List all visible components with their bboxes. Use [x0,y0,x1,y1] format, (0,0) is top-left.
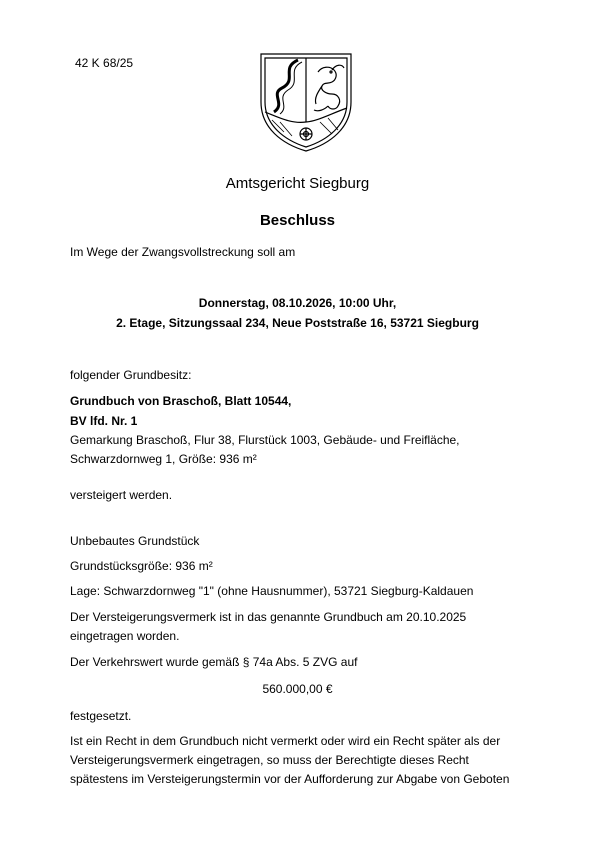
value-outro: festgesetzt. [70,709,132,723]
property-location: Lage: Schwarzdornweg "1" (ohne Hausnummer), 53721 Siegburg-Kaldauen [70,584,474,598]
hearing-location: 2. Etage, Sitzungssaal 234, Neue Poststraße 16, 53721 Siegburg [116,316,479,330]
registry-note-line-2: eingetragen worden. [70,629,180,643]
land-register-line-1: Grundbuch von Braschoß, Blatt 10544, [70,394,292,408]
auction-phrase: versteigert werden. [70,488,173,502]
property-intro: folgender Grundbesitz: [70,368,192,382]
rights-notice-line-2: Versteigerungsvermerk eingetragen, so muss der Berechtigte dieses Recht [70,753,469,767]
value-intro: Der Verkehrswert wurde gemäß § 74a Abs. 5 ZVG auf [70,655,358,669]
land-register-line-2: BV lfd. Nr. 1 [70,414,138,428]
file-number: 42 K 68/25 [75,56,134,70]
intro-text: Im Wege der Zwangsvollstreckung soll am [70,245,296,259]
document-title: Beschluss [259,212,336,229]
property-type: Unbebautes Grundstück [70,534,200,548]
registry-note-line-1: Der Versteigerungsvermerk ist in das genannte Grundbuch am 20.10.2025 [70,610,467,624]
court-name: Amtsgericht Siegburg [225,175,370,192]
rights-notice-line-1: Ist ein Recht in dem Grundbuch nicht vermerkt oder wird ein Recht später als der [70,734,501,748]
value-amount: 560.000,00 € [262,682,333,696]
hearing-date-time: Donnerstag, 08.10.2026, 10:00 Uhr, [198,296,397,310]
property-size: Grundstücksgröße: 936 m² [70,559,213,573]
nrw-coat-of-arms-icon [258,52,354,152]
land-register-line-4: Schwarzdornweg 1, Größe: 936 m² [70,452,257,466]
rights-notice-line-3: spätestens im Versteigerungstermin vor der Aufforderung zur Abgabe von Geboten [70,772,510,786]
land-register-line-3: Gemarkung Braschoß, Flur 38, Flurstück 1003, Gebäude- und Freifläche, [70,433,460,447]
